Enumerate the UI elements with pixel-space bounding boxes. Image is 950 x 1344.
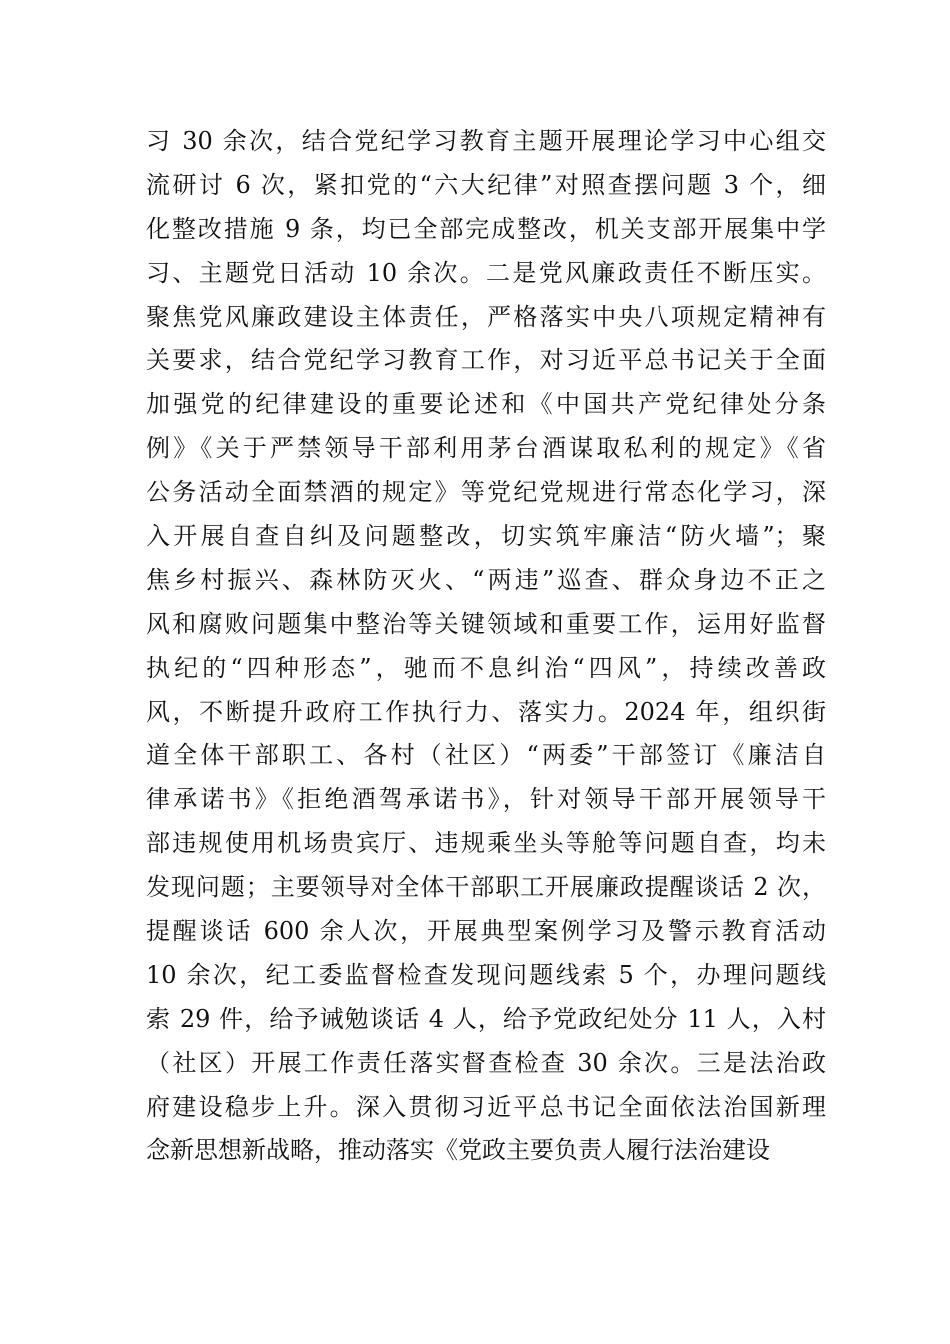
text-line: 风，不断提升政府工作执行力、落实力。2024 年，组织街	[146, 697, 826, 726]
text-line: 提醒谈话 600 余人次，开展典型案例学习及警示教育活动	[146, 917, 826, 946]
text-line: 习 30 余次，结合党纪学习教育主题开展理论学习中心组交	[146, 127, 826, 155]
text-line: 念新思想新战略，推动落实《党政主要负责人履行法治建设	[146, 1136, 770, 1165]
text-line: 聚焦党风廉政建设主体责任，严格落实中央八项规定精神有	[146, 302, 826, 331]
text-line: 公务活动全面禁酒的规定》等党纪党规进行常态化学习，深	[146, 478, 826, 507]
text-line: 焦乡村振兴、森林防灭火、“两违”巡查、群众身边不正之	[146, 565, 826, 594]
text-line: 习、主题党日活动 10 余次。二是党风廉政责任不断压实。	[146, 258, 826, 287]
text-line: 道全体干部职工、各村（社区）“两委”干部签订《廉洁自	[146, 741, 826, 770]
text-line: 入开展自查自纠及问题整改，切实筑牢廉洁“防火墙”；聚	[146, 522, 826, 551]
text-line: 关要求，结合党纪学习教育工作，对习近平总书记关于全面	[146, 346, 826, 375]
text-line: 化整改措施 9 条，均已全部完成整改，机关支部开展集中学	[146, 214, 826, 243]
text-line: （社区）开展工作责任落实督查检查 30 余次。三是法治政	[146, 1048, 826, 1077]
text-line: 流研讨 6 次，紧扣党的“六大纪律”对照查摆问题 3 个，细	[146, 170, 826, 199]
text-line: 府建设稳步上升。深入贯彻习近平总书记全面依法治国新理	[146, 1092, 826, 1121]
text-line: 律承诺书》《拒绝酒驾承诺书》，针对领导干部开展领导干	[146, 785, 826, 814]
body-text	[146, 120, 826, 1173]
text-line: 风和腐败问题集中整治等关键领域和重要工作，运用好监督	[146, 609, 826, 638]
text-line: 10 余次，纪工委监督检查发现问题线索 5 个，办理问题线	[146, 960, 826, 989]
text-line: 发现问题；主要领导对全体干部职工开展廉政提醒谈话 2 次，	[146, 873, 826, 902]
text-line: 执纪的“四种形态”，驰而不息纠治“四风”，持续改善政	[146, 653, 826, 682]
text-line: 例》《关于严禁领导干部利用茅台酒谋取私利的规定》《省	[146, 434, 826, 463]
text-line: 索 29 件，给予诫勉谈话 4 人，给予党政纪处分 11 人，入村	[146, 1004, 826, 1033]
text-line: 加强党的纪律建设的重要论述和《中国共产党纪律处分条	[146, 390, 826, 419]
text-line: 部违规使用机场贵宾厅、违规乘坐头等舱等问题自查，均未	[146, 829, 826, 858]
